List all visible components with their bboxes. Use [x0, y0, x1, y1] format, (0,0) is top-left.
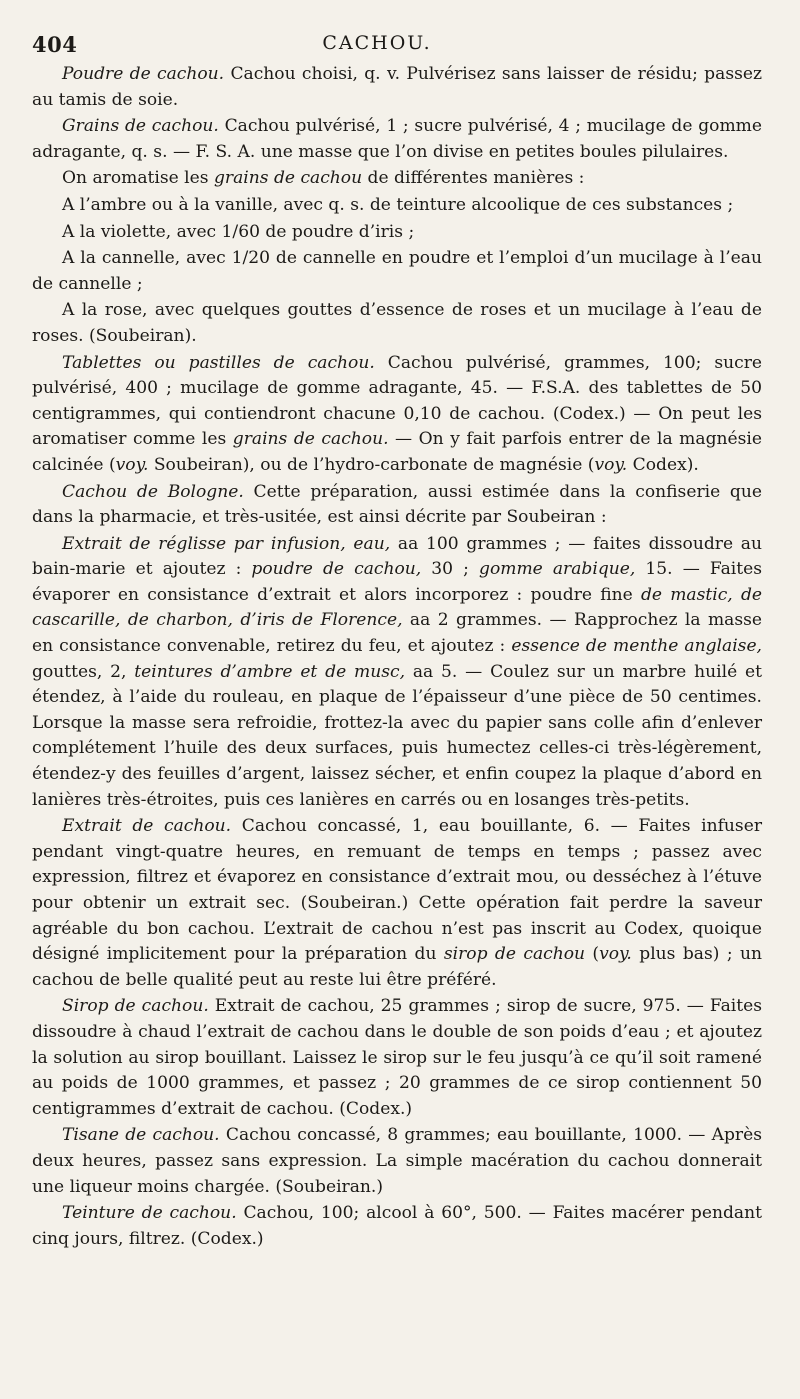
paragraph	[32, 480, 762, 531]
paragraph	[32, 351, 762, 479]
italic-text: Extrait de cachou.	[62, 816, 232, 837]
paragraph	[32, 62, 762, 113]
italic-text: voy.	[115, 454, 149, 475]
text-run: aa 2 grammes. — Rapprochez la masse en consistance convenable, retirez du feu, et ajoutez :	[32, 610, 763, 657]
text-run: (	[585, 944, 600, 965]
italic-text: voy.	[599, 944, 632, 965]
text-run: Soubeiran), ou de l’hydro-carbonate de magnésie (	[148, 454, 595, 475]
text-run: Cachou, 100; alcool à 60°, 500. — Faites macérer pendant cinq jours, filtrez. (Codex.)	[32, 1203, 762, 1249]
paragraph	[32, 220, 762, 246]
document-body	[32, 62, 762, 1252]
paragraph	[32, 1201, 762, 1252]
text-run: de différentes manières :	[362, 168, 585, 189]
paragraph	[32, 166, 762, 192]
italic-text: Sirop de cachou.	[62, 996, 209, 1017]
italic-text: Grains de cachou.	[62, 116, 219, 137]
paragraph	[32, 114, 762, 165]
text-run: plus bas) ; un cachou de belle qualité peut au reste lui être préféré.	[32, 944, 762, 990]
text-run: Cachou pulvérisé, grammes, 100; sucre pulvérisé, 400 ; mucilage de gomme adragante, 45. — F.S.A. des tablettes de 50 centigrammes, qui contiendront chacune 0,10 de cachou. (Codex.) — On peut les aromatiser comme les	[32, 352, 763, 450]
italic-text: Tablettes ou pastilles de cachou.	[62, 352, 375, 373]
paragraph	[32, 532, 762, 814]
text-run: — On y fait parfois entrer de la magnésie calcinée (	[32, 429, 763, 475]
text-run: Codex).	[627, 454, 699, 475]
text-run: Cachou concassé, 8 grammes; eau bouillante, 1000. — Après deux heures, passez sans expression. La simple macération du cachou donnerait une liqueur moins chargée. (Soubeiran.)	[32, 1125, 762, 1197]
text-run: Cette préparation, aussi estimée dans la confiserie que dans la pharmacie, et très-usitée, est ainsi décrite par Soubeiran :	[32, 481, 762, 528]
italic-text: grains de cachou.	[232, 429, 389, 450]
text-run: A la violette, avec 1/60 de poudre d’iris ;	[62, 221, 415, 242]
italic-text: gomme arabique,	[479, 559, 636, 580]
italic-text: Teinture de cachou.	[62, 1203, 237, 1224]
italic-text: teintures d’ambre et de musc,	[134, 661, 406, 682]
text-run: A la rose, avec quelques gouttes d’essence de roses et un mucilage à l’eau de roses. (Soubeiran).	[32, 300, 762, 346]
italic-text: Extrait de réglisse par infusion, eau,	[62, 533, 391, 554]
text-run: A l’ambre ou à la vanille, avec q. s. de teinture alcoolique de ces substances ;	[62, 194, 734, 215]
text-run: aa 100 grammes ; — faites dissoudre au bain-marie et ajoutez :	[32, 533, 762, 580]
italic-text: essence de menthe anglaise,	[511, 636, 762, 657]
italic-text: Cachou de Bologne.	[62, 481, 244, 502]
italic-text: de mastic, de cascarille, de charbon, d’iris de Florence,	[32, 584, 762, 631]
italic-text: sirop de cachou	[443, 944, 586, 965]
text-run: On aromatise les	[62, 168, 214, 189]
paragraph	[32, 193, 762, 219]
paragraph	[32, 1123, 762, 1200]
paragraph	[32, 994, 762, 1122]
text-run: gouttes, 2,	[32, 661, 135, 682]
page-number: 404	[32, 32, 78, 57]
running-title: CACHOU.	[322, 32, 432, 54]
italic-text: Poudre de cachou.	[62, 64, 225, 84]
text-run: A la cannelle, avec 1/20 de cannelle en poudre et l’emploi d’un mucilage à l’eau de cannelle ;	[32, 248, 762, 294]
paragraph	[32, 298, 762, 349]
text-run: 15. — Faites évaporer en consistance d’extrait et alors incorporez : poudre fine	[32, 559, 762, 605]
paragraph	[32, 814, 762, 993]
paragraph	[32, 246, 762, 297]
text-run: Cachou concassé, 1, eau bouillante, 6. — Faites infuser pendant vingt-quatre heures, en remuant de temps en temps ; passez avec expression, filtrez et évaporez en consistance d’extrait mou, ou desséchez à l’étuve pour obtenir un extrait sec. (Soubeiran.) Cette opération fait perdre la saveur agréable du bon cachou. L’extrait de cachou n’est pas inscrit au Codex, quoique désigné implicitement pour la préparation du	[32, 816, 762, 965]
italic-text: poudre de cachou,	[251, 559, 422, 580]
italic-text: Tisane de cachou.	[62, 1125, 220, 1146]
text-run: Cachou pulvérisé, 1 ; sucre pulvérisé, 4 ; mucilage de gomme adragante, q. s. — F. S. A. une masse que l’on divise en petites boules pilulaires.	[32, 116, 762, 162]
text-run: Cachou choisi, q. v. Pulvérisez sans laisser de résidu; passez au tamis de soie.	[32, 64, 762, 110]
text-run: Extrait de cachou, 25 grammes ; sirop de sucre, 975. — Faites dissoudre à chaud l’extrait de cachou dans le double de son poids d’eau ; et ajoutez la solution au sirop bouillant. Laissez le sirop sur le feu jusqu’à ce qu’il soit ramené au poids de 1000 grammes, et passez ; 20 grammes de ce sirop contiennent 50 centigrammes d’extrait de cachou. (Codex.)	[32, 996, 762, 1119]
text-run: 30 ;	[421, 559, 479, 580]
italic-text: grains de cachou	[213, 168, 363, 189]
page-header	[32, 28, 762, 62]
text-run: aa 5. — Coulez sur un marbre huilé et étendez, à l’aide du rouleau, en plaque de l’épaisseur d’une pièce de 50 centimes. Lorsque la masse sera refroidie, frottez-la avec du papier sans colle afin d’enlever complétement l’huile des deux surfaces, puis humectez celles-ci très-légèrement, étendez-y des feuilles d’argent, laissez sécher, et enfin coupez la plaque d’abord en lanières très-étroites, puis ces lanières en carrés ou en losanges très-petits.	[32, 661, 763, 810]
italic-text: voy.	[594, 454, 628, 475]
